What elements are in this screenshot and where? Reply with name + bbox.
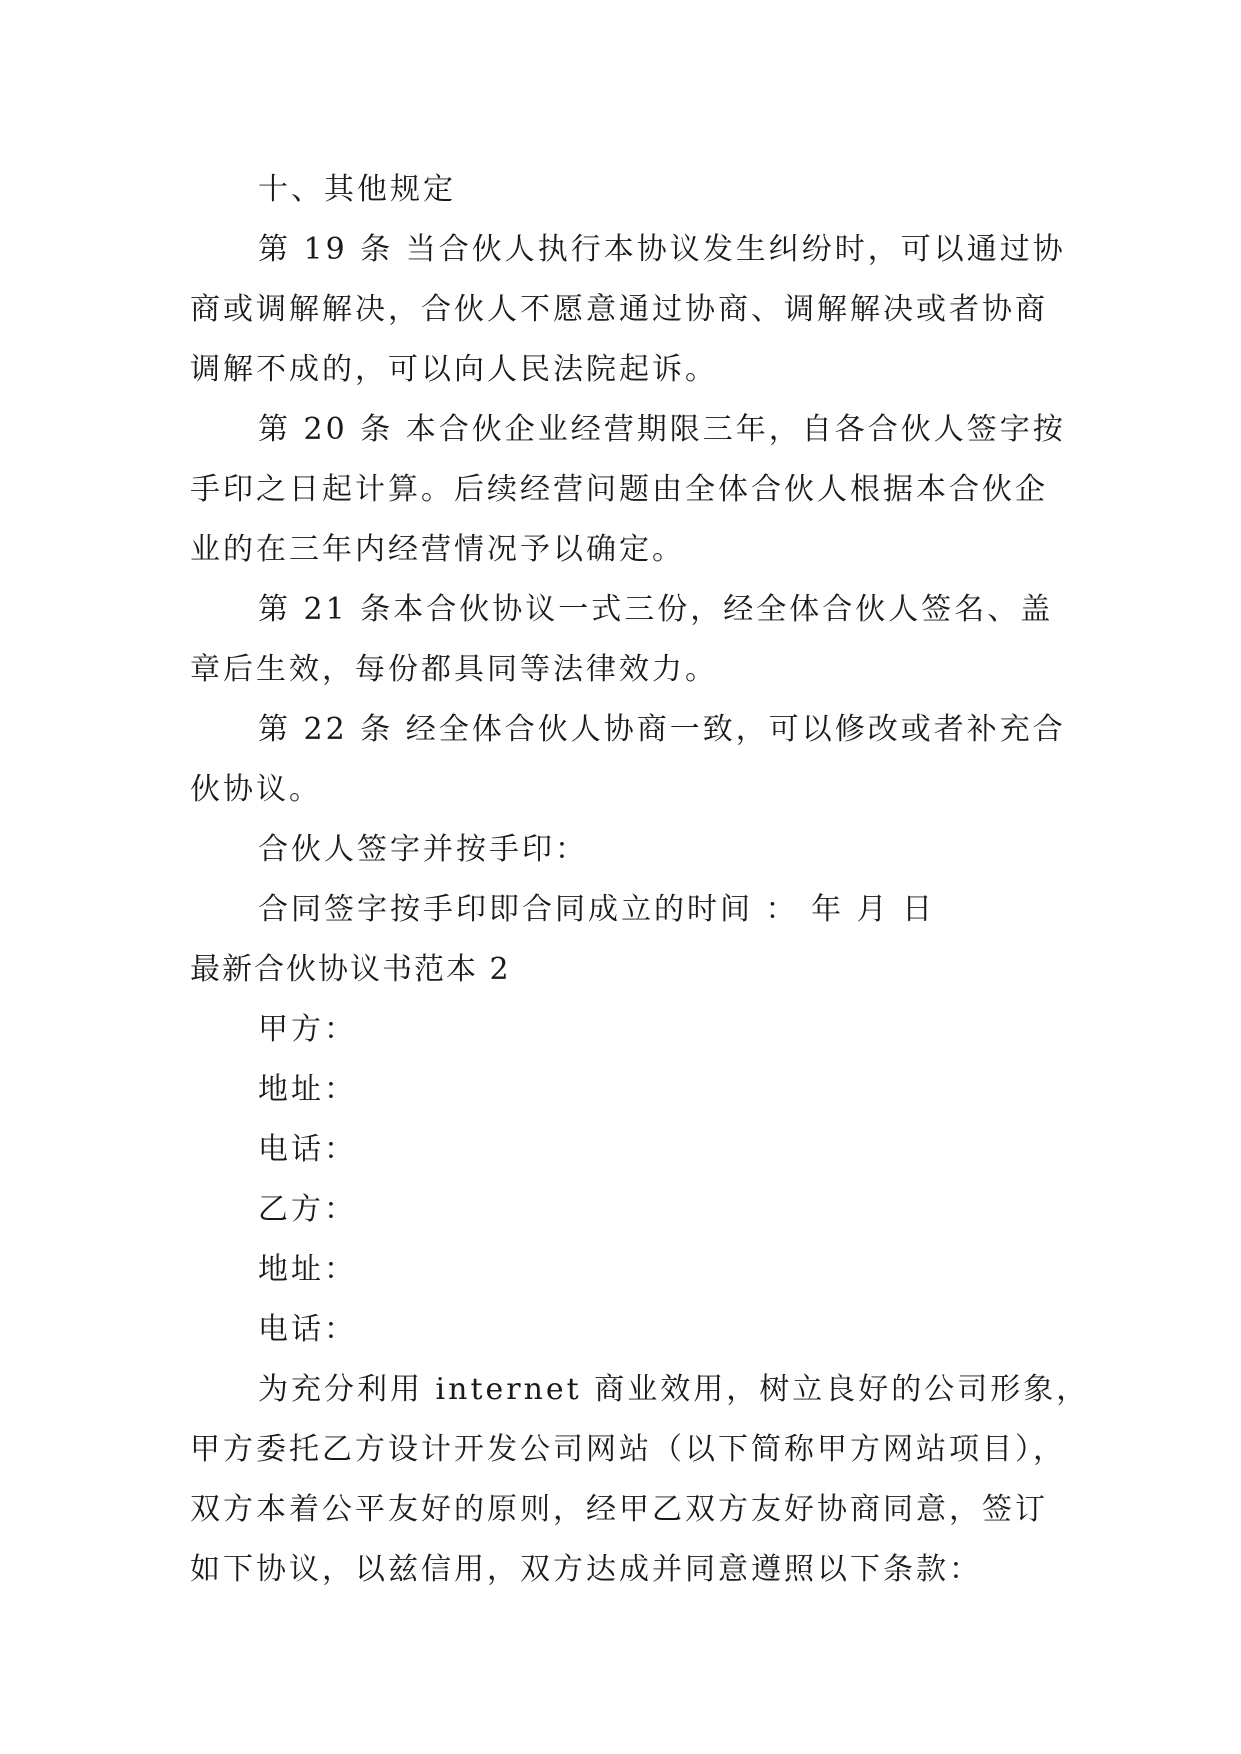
article-20-line-2: 手印之日起计算。后续经营问题由全体合伙人根据本合伙企: [190, 472, 1048, 507]
intro-line-3: 双方本着公平友好的原则，经甲乙双方友好协商同意，签订: [190, 1492, 1048, 1527]
signature-line: 合伙人签字并按手印：: [258, 832, 588, 867]
article-19-line-3: 调解不成的，可以向人民法院起诉。: [190, 352, 718, 387]
article-20-line-1: 第 20 条 本合伙企业经营期限三年，自各合伙人签字按: [258, 412, 1066, 447]
intro-line-4: 如下协议，以兹信用，双方达成并同意遵照以下条款：: [190, 1552, 982, 1587]
party-a-phone-label: 电话：: [258, 1132, 357, 1167]
article-22-line-2: 伙协议。: [190, 772, 322, 807]
party-b-phone-label: 电话：: [258, 1312, 357, 1347]
date-line: 合同签字按手印即合同成立的时间 ： 年 月 日: [258, 892, 936, 927]
article-20-line-3: 业的在三年内经营情况予以确定。: [190, 532, 685, 567]
party-a-address-label: 地址：: [258, 1072, 357, 1107]
article-19-line-2: 商或调解解决，合伙人不愿意通过协商、调解解决或者协商: [190, 292, 1048, 327]
article-21-line-2: 章后生效，每份都具同等法律效力。: [190, 652, 718, 687]
article-19-line-1: 第 19 条 当合伙人执行本协议发生纠纷时，可以通过协: [258, 232, 1066, 267]
section-heading: 十、其他规定: [258, 172, 456, 207]
sample-title: 最新合伙协议书范本 2: [190, 952, 511, 987]
intro-line-2: 甲方委托乙方设计开发公司网站（以下简称甲方网站项目），: [190, 1432, 1066, 1467]
intro-line-1: 为充分利用 internet 商业效用，树立良好的公司形象，: [258, 1372, 1090, 1407]
article-22-line-1: 第 22 条 经全体合伙人协商一致，可以修改或者补充合: [258, 712, 1066, 747]
party-a-label: 甲方：: [258, 1012, 357, 1047]
document-body: [190, 160, 1090, 1600]
article-21-line-1: 第 21 条本合伙协议一式三份，经全体合伙人签名、盖: [258, 592, 1054, 627]
party-b-label: 乙方：: [258, 1192, 357, 1227]
party-b-address-label: 地址：: [258, 1252, 357, 1287]
